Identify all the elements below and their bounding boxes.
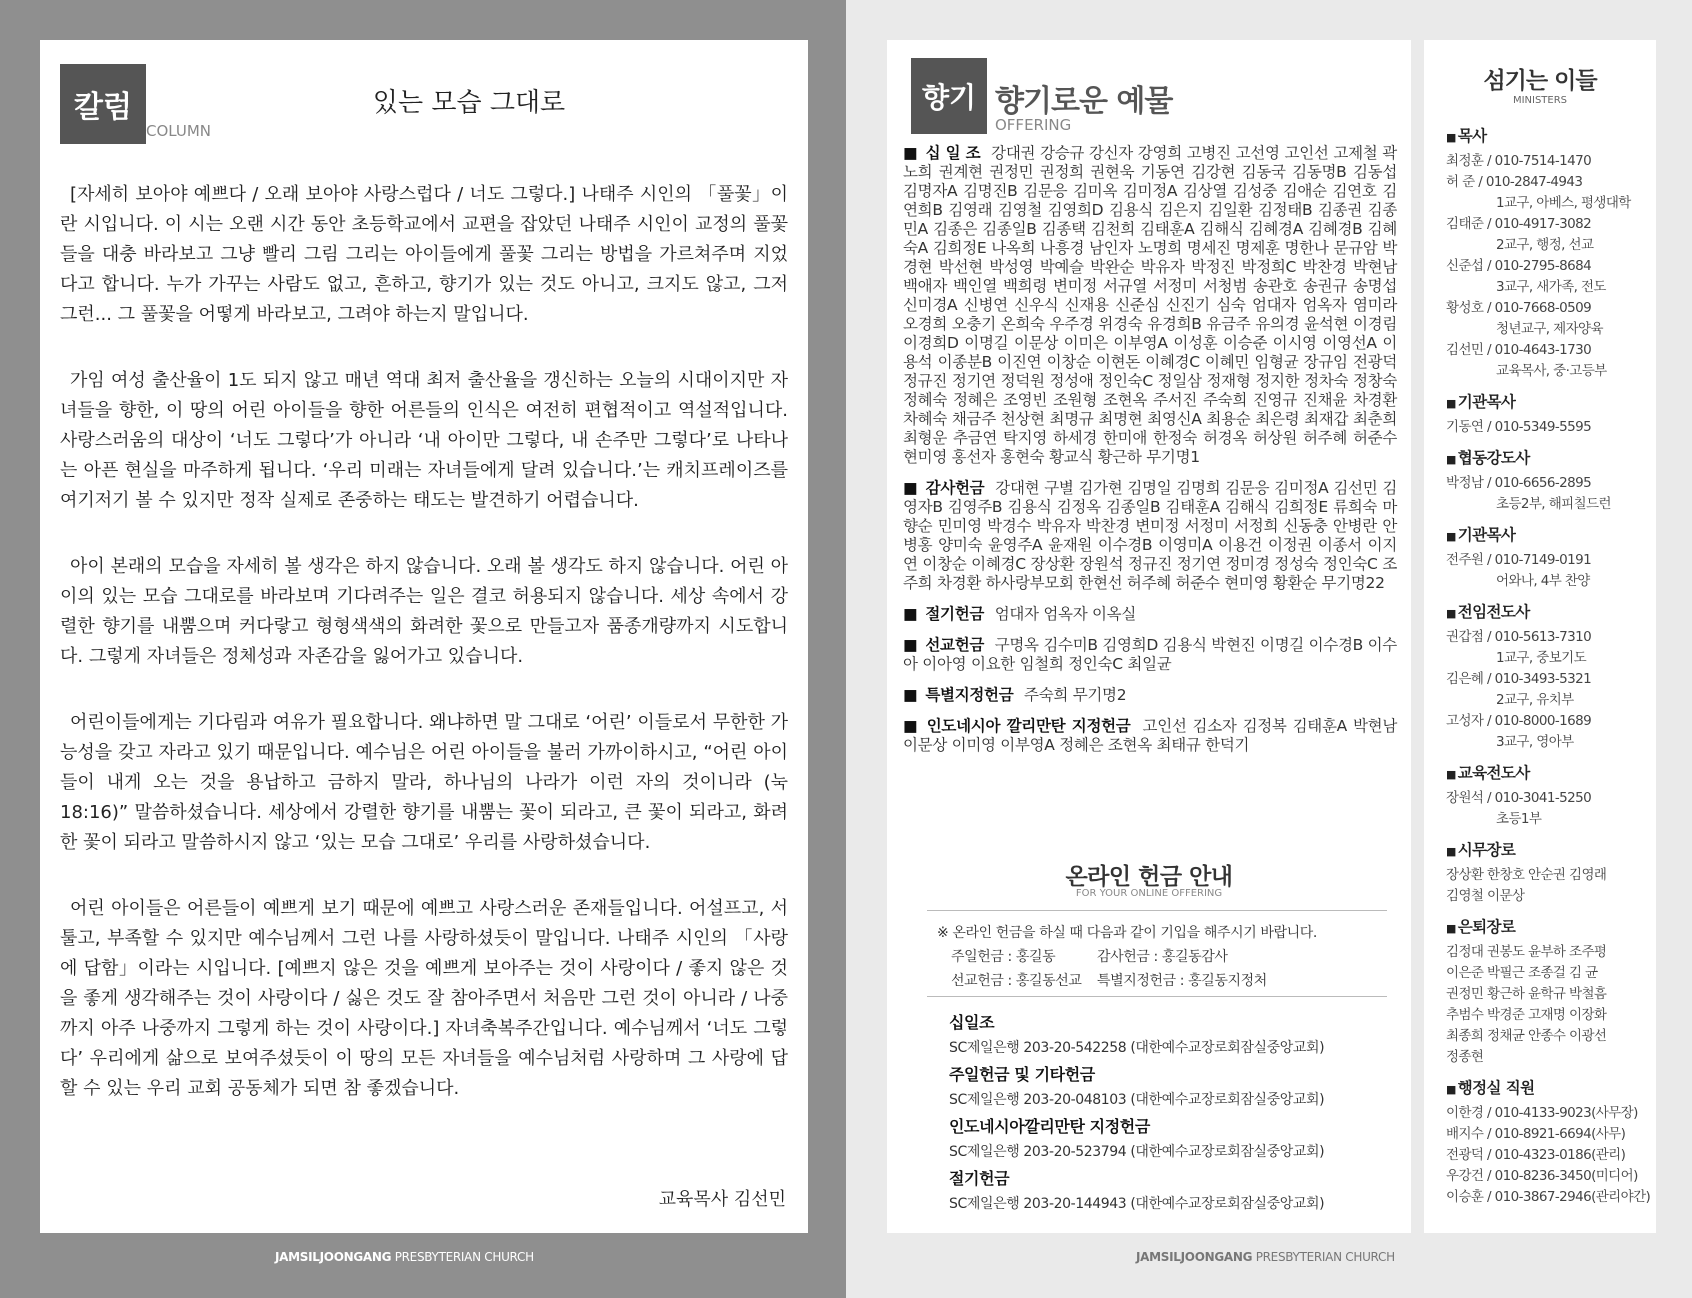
minister-contact: 우강건 / 010-8236-3450(미디어): [1446, 1168, 1638, 1184]
offering-item-label: 십 일 조: [925, 144, 981, 162]
minister-contact: 고성자 / 010-8000-1689: [1446, 713, 1592, 729]
account-number[interactable]: 203-20-144943: [1023, 1196, 1127, 1212]
minister-group-label: 전임전도사: [1457, 603, 1530, 621]
square-bullet-icon: ■: [903, 636, 918, 654]
minister-contact: 김은혜 / 010-3493-5321: [1446, 671, 1592, 687]
offering-item-label: 절기헌금: [925, 605, 985, 623]
minister-group-label: 시무장로: [1457, 841, 1516, 859]
online-example: 특별지정헌금 : 홍길동지정처: [1097, 973, 1267, 989]
square-bullet-icon: ■: [1446, 131, 1456, 144]
column-paragraph: [자세히 보아야 예쁘다 / 오래 보아야 사랑스럽다 / 너도 그렇다.] 나태주 시인의 「풀꽃」이란 시입니다. 이 시는 오랜 시간 동안 초등학교에서 교편을 잡았던 나태주 시인이 교정의 풀꽃들을 대충 바라보고 그냥 빨리 그림 그리는 아이들에게 풀꽃 그리는 방법을 가르쳐주며 지었다고 합니다. 누가 가꾸는 사람도 없고, 흔하고, 향기가 있는 것도 아니고, 크지도 않고, 그저 그런... 그 풀꽃을 어떻게 바라보고, 그려야 하는지 말입니다.: [60, 184, 788, 325]
minister-role: 초등2부, 해피칠드런: [1496, 496, 1611, 512]
square-bullet-icon: ■: [1446, 845, 1456, 858]
footer-church-name: JAMSILJOONGANG: [1136, 1250, 1253, 1264]
offering-item-indonesia: [903, 717, 1397, 755]
offering-item-label: 특별지정헌금: [925, 686, 1014, 704]
offering-item-mission: [903, 636, 1397, 674]
offering-item-label: 감사헌금: [925, 479, 985, 497]
minister-group-head: [1446, 917, 1651, 939]
minister-contact: 장상환 한창호 안순권 김영래: [1446, 867, 1607, 883]
minister-role: 1교구, 중보기도: [1496, 650, 1587, 666]
account-holder: (대한예수교장로회잠실중앙교회): [1130, 1092, 1325, 1108]
bank-name: SC제일은행: [949, 1092, 1020, 1108]
offering-item-head: [903, 479, 984, 497]
minister-group-label: 은퇴장로: [1457, 918, 1516, 936]
offering-item-names: 엄대자 엄옥자 이옥실: [994, 605, 1137, 623]
offering-item-special: [903, 686, 1397, 705]
footer-right: [1136, 1250, 1395, 1264]
minister-contact: 추범수 박경준 고재명 이장화: [1446, 1007, 1607, 1023]
square-bullet-icon: ■: [1446, 397, 1456, 410]
minister-group-label: 기관목사: [1457, 393, 1516, 411]
square-bullet-icon: ■: [1446, 453, 1456, 466]
minister-contact: 전주원 / 010-7149-0191: [1446, 552, 1592, 568]
offering-item-tithe: [903, 144, 1397, 467]
minister-contact: 이승훈 / 010-3867-2946(관리야간): [1446, 1189, 1651, 1205]
minister-group-head: [1446, 840, 1651, 862]
footer-left: [275, 1250, 534, 1264]
square-bullet-icon: ■: [1446, 530, 1456, 543]
offering-item-head: [903, 605, 984, 623]
ministers-list: [1446, 116, 1651, 1208]
bank-name: SC제일은행: [949, 1040, 1020, 1056]
minister-contact: 배지수 / 010-8921-6694(사무): [1446, 1126, 1626, 1142]
minister-role: 교육목사, 중·고등부: [1496, 363, 1607, 379]
minister-group-label: 행정실 직원: [1457, 1079, 1535, 1097]
offering-item-head: [903, 636, 984, 654]
minister-group: [1446, 1078, 1651, 1208]
minister-group-label: 목사: [1457, 127, 1487, 145]
square-bullet-icon: ■: [903, 144, 918, 162]
bank-name: SC제일은행: [949, 1144, 1020, 1160]
column-body: [60, 180, 788, 1140]
minister-group-head: [1446, 126, 1651, 148]
column-paragraph: 아이 본래의 모습을 자세히 볼 생각은 하지 않습니다. 오래 볼 생각도 하지 않습니다. 어린 아이의 있는 모습 그대로를 바라보며 기다려주는 일은 결코 허용되지 않습니다. 세상 속에서 강렬한 향기를 내뿜으며 커다랗고 형형색색의 화려한 꽃으로 만들고자 품종개량까지 시도합니다. 그렇게 자녀들은 정체성과 자존감을 잃어가고 있습니다.: [60, 556, 788, 667]
minister-group: [1446, 448, 1651, 515]
minister-role: 3교구, 새가족, 전도: [1496, 279, 1606, 295]
square-bullet-icon: ■: [1446, 768, 1456, 781]
footer-church-type: PRESBYTERIAN CHURCH: [394, 1250, 534, 1264]
minister-contact: 전광덕 / 010-4323-0186(관리): [1446, 1147, 1626, 1163]
minister-group-label: 협동강도사: [1457, 449, 1530, 467]
offering-item-names: 고인선 김소자 김정복 김태훈A 박현남 이문상 이미영 이부영A 정혜은 조현옥 최태규 한덕기: [903, 717, 1397, 754]
minister-group: [1446, 126, 1651, 382]
online-example: 선교헌금 : 홍길동선교: [951, 973, 1082, 989]
square-bullet-icon: ■: [903, 479, 918, 497]
minister-role: 어와나, 4부 찬양: [1496, 573, 1590, 589]
minister-contact: 기동연 / 010-5349-5595: [1446, 419, 1592, 435]
offering-panel: [887, 40, 1411, 1233]
offering-tag: 향기: [911, 58, 987, 134]
offering-item-head: [903, 144, 980, 162]
minister-contact: 최종희 정채균 안종수 이광선: [1446, 1028, 1607, 1044]
minister-contact: 권정민 황근하 윤학규 박철흠: [1446, 986, 1607, 1002]
online-offering-sub: FOR YOUR ONLINE OFFERING: [1075, 888, 1223, 899]
minister-contact: 황성호 / 010-7668-0509: [1446, 300, 1592, 316]
offering-item-names: 구명옥 김수미B 김영희D 김용식 박현진 이명길 이수경B 이수아 이아영 이요한 임철희 정인숙C 최일균: [903, 636, 1397, 673]
minister-group-head: [1446, 525, 1651, 547]
offering-item-names: 강대권 강승규 강신자 강영희 고병진 고선영 고인선 고제철 곽노희 권계현 권정민 권정희 권현욱 기동연 김강현 김동국 김동명B 김동섭 김명자A 김명진B 김문응 김미옥 김미정A 김상열 김성중 김애순 김연호 김연희B 김영래 김영철 김영희D 김용식 김은지 김일환 김정태B 김종권 김종민A 김종은 김종일B 김종택 김천희 김태훈A 김해식 김혜경A 김혜경B 김혜숙A 김희정E 나옥희 나흥경 남인자 노명희 명세진 명제훈 명한나 문규암 박경현 박선현 박성영 박예슬 박완순 박유자 박정진 박정희C 박찬경 박현남 백애자 백인열 백희령 변미정 서규열 서정미 서청범 송관호 송권규 송명섭 신미경A 신병연 신우식 신재용 신준심 신진기 심숙 엄대자 엄옥자 염미라 오경희 오충기 온희숙 우주경 위경숙 유경희B 유금주 유의경 윤석현 이경림 이경희D 이명길 이문상 이미은 이부영A 이성훈 이승준 이시영 이영선A 이용석 이종분B 이진연 이창순 이현돈 이혜경C 이혜민 임형균 장규임 전광덕 정규진 정기연 정덕원 정성애 정인숙C 정일삼 정재형 정지한 정차숙 정창숙 정혜숙 정혜은 조영빈 조원형 조현옥 주서진 주숙희 진영규 진채윤 차경환 차혜숙 채금주 천상현 최명규 최명현 최영신A 최용순 최은령 최재갑 최춘희 최형운 추금연 탁지영 하세경 한미애 한정숙 허경옥 허상원 허주혜 허준수 현미영 홍선자 홍현숙 황교식 황근하 무기명1: [903, 144, 1397, 466]
minister-group: [1446, 602, 1651, 753]
minister-contact: 신준섭 / 010-2795-8684: [1446, 258, 1592, 274]
online-offering-note: ※ 온라인 헌금을 하실 때 다음과 같이 기입을 해주시기 바랍니다.: [937, 925, 1317, 941]
bank-account-detail: [949, 1141, 1324, 1161]
bank-name: SC제일은행: [949, 1196, 1020, 1212]
divider: [927, 910, 1387, 911]
minister-group: [1446, 392, 1651, 438]
account-number[interactable]: 203-20-048103: [1023, 1092, 1127, 1108]
ministers-title: 섬기는 이들: [1483, 68, 1597, 94]
minister-contact: 김영철 이문상: [1446, 888, 1525, 904]
ministers-sub: MINISTERS: [1512, 95, 1568, 106]
ministers-panel: [1424, 40, 1656, 1233]
minister-role: 청년교구, 제자양육: [1496, 321, 1603, 337]
minister-contact: 허 준 / 010-2847-4943: [1446, 174, 1583, 190]
offering-item-names: 강대현 구별 김가현 김명일 김명희 김문응 김미정A 김선민 김영자B 김영주B 김용식 김정옥 김종일B 김태훈A 김해식 김희정E 류희숙 마향순 민미영 박경수 박유자 박찬경 변미정 서정미 서정희 신동충 안병란 안병홍 양미숙 윤영주A 윤재원 이수경B 이영미A 이용건 이정권 이종서 이지연 이창순 이혜경C 장상환 장원석 정규진 정기연 정미경 정성숙 정인숙C 조주희 차경환 하사랑부모회 한현선 허주혜 허준수 현미영 황환순 무기명22: [903, 479, 1397, 592]
account-number[interactable]: 203-20-523794: [1023, 1144, 1127, 1160]
account-holder: (대한예수교장로회잠실중앙교회): [1130, 1196, 1325, 1212]
minister-group: [1446, 525, 1651, 592]
minister-contact: 최정훈 / 010-7514-1470: [1446, 153, 1592, 169]
bank-account-name: 십일조: [949, 1013, 995, 1032]
minister-contact: 권갑점 / 010-5613-7310: [1446, 629, 1592, 645]
minister-group-head: [1446, 602, 1651, 624]
minister-group: [1446, 917, 1651, 1068]
bank-account: [949, 1114, 1324, 1161]
minister-group-label: 교육전도사: [1457, 764, 1530, 782]
minister-group: [1446, 840, 1651, 907]
account-holder: (대한예수교장로회잠실중앙교회): [1130, 1144, 1325, 1160]
divider: [927, 996, 1387, 997]
minister-group: [1446, 763, 1651, 830]
minister-contact: 박정남 / 010-6656-2895: [1446, 475, 1592, 491]
minister-contact: 김정대 권봉도 윤부하 조주평: [1446, 944, 1607, 960]
online-example: 주일헌금 : 홍길동: [951, 949, 1056, 965]
square-bullet-icon: ■: [1446, 607, 1456, 620]
offering-item-season: [903, 605, 1397, 624]
minister-contact: 정종현: [1446, 1049, 1484, 1065]
offering-tag-sub: OFFERING: [995, 116, 1072, 134]
online-offering-title: 온라인 헌금 안내: [1065, 864, 1233, 890]
bank-account: [949, 1166, 1324, 1213]
offering-item-head: [903, 686, 1013, 704]
minister-role: 1교구, 아베스, 평생대학: [1496, 195, 1631, 211]
minister-role: 초등1부: [1496, 811, 1542, 827]
minister-group-head: [1446, 763, 1651, 785]
bank-account: [949, 1062, 1324, 1109]
offering-item-label: 선교헌금: [925, 636, 985, 654]
minister-group-head: [1446, 448, 1651, 470]
bank-account-name: 절기헌금: [949, 1169, 1010, 1188]
account-number[interactable]: 203-20-542258: [1023, 1040, 1127, 1056]
bank-account-name: 주일헌금 및 기타헌금: [949, 1065, 1095, 1084]
online-example: 감사헌금 : 홍길동감사: [1097, 949, 1228, 965]
column-panel: [40, 40, 808, 1233]
offering-list: [903, 144, 1397, 767]
offering-item-thanks: [903, 479, 1397, 593]
minister-group-label: 기관목사: [1457, 526, 1516, 544]
footer-church-name: JAMSILJOONGANG: [275, 1250, 392, 1264]
square-bullet-icon: ■: [1446, 1083, 1456, 1096]
column-tag: 칼럼: [60, 64, 146, 144]
bank-account-detail: [949, 1193, 1324, 1213]
account-holder: (대한예수교장로회잠실중앙교회): [1130, 1040, 1325, 1056]
bank-account-detail: [949, 1037, 1324, 1057]
bank-account-detail: [949, 1089, 1324, 1109]
square-bullet-icon: ■: [1446, 922, 1456, 935]
minister-contact: 김태준 / 010-4917-3082: [1446, 216, 1592, 232]
offering-item-head: [903, 717, 1130, 735]
offering-title: 향기로운 예물: [995, 84, 1173, 119]
offering-item-label: 인도네시아 깔리만탄 지정헌금: [926, 717, 1131, 735]
square-bullet-icon: ■: [903, 686, 918, 704]
bank-account-name: 인도네시아깔리만탄 지정헌금: [949, 1117, 1150, 1136]
footer-church-type: PRESBYTERIAN CHURCH: [1255, 1250, 1395, 1264]
minister-role: 3교구, 영아부: [1496, 734, 1574, 750]
square-bullet-icon: ■: [903, 605, 918, 623]
minister-contact: 이한경 / 010-4133-9023(사무장): [1446, 1105, 1638, 1121]
offering-item-names: 주숙희 무기명2: [1024, 686, 1127, 704]
minister-role: 2교구, 행정, 선교: [1496, 237, 1594, 253]
minister-group-head: [1446, 392, 1651, 414]
bank-account: [949, 1010, 1324, 1057]
square-bullet-icon: ■: [903, 717, 919, 735]
minister-contact: 김선민 / 010-4643-1730: [1446, 342, 1592, 358]
minister-group-head: [1446, 1078, 1651, 1100]
minister-role: 2교구, 유치부: [1496, 692, 1574, 708]
column-title: 있는 모습 그대로: [372, 88, 566, 118]
minister-contact: 장원석 / 010-3041-5250: [1446, 790, 1592, 806]
column-tag-sub: COLUMN: [146, 122, 212, 140]
column-paragraph: 어린 아이들은 어른들이 예쁘게 보기 때문에 예쁘고 사랑스러운 존재들입니다. 어설프고, 서툴고, 부족할 수 있지만 예수님께서 그런 나를 사랑하셨듯이 말입니다. 나태주 시인의 「사랑에 답함」이라는 시입니다. [예쁘지 않은 것을 예쁘게 보아주는 것이 사랑이다 / 좋지 않은 것을 좋게 생각해주는 것이 사랑이다 / 싫은 것도 잘 참아주면서 처음만 그런 것이 아니라 / 나중까지 아주 나중까지 그렇게 하는 것이 사랑이다.] 자녀축복주간입니다. 예수님께서 ‘너도 그렇다’ 우리에게 삶으로 보여주셨듯이 이 땅의 모든 자녀들을 예수님처럼 사랑하며 그 사랑에 답할 수 있는 우리 교회 공동체가 되면 참 좋겠습니다.: [60, 898, 788, 1099]
minister-contact: 이은준 박필근 조종걸 김 균: [1446, 965, 1598, 981]
column-paragraph: 어린이들에게는 기다림과 여유가 필요합니다. 왜냐하면 말 그대로 ‘어린’ 이들로서 무한한 가능성을 갖고 자라고 있기 때문입니다. 예수님은 어린 아이들을 불러 가까이하시고, “어린 아이들이 내게 오는 것을 용납하고 금하지 말라, 하나님의 나라가 이런 자의 것이니라 (눅 18:16)” 말씀하셨습니다. 세상에서 강렬한 향기를 내뿜는 꽃이 되라고, 큰 꽃이 되라고, 화려한 꽃이 되라고 말씀하시지 않고 ‘있는 모습 그대로’ 우리를 사랑하셨습니다.: [60, 712, 788, 853]
column-author: 교육목사 김선민: [658, 1189, 786, 1210]
column-paragraph: 가임 여성 출산율이 1도 되지 않고 매년 역대 최저 출산율을 갱신하는 오늘의 시대이지만 자녀들을 향한, 이 땅의 어린 아이들을 향한 어른들의 인식은 여전히 편협적이고 역설적입니다. 사랑스러움의 대상이 ‘너도 그렇다’가 아니라 ‘내 아이만 그렇다, 내 손주만 그렇다’로 나타나는 아픈 현실을 마주하게 됩니다. ‘우리 미래는 자녀들에게 달려 있습니다.’는 캐치프레이즈를 여기저기 볼 수 있지만 정작 실제로 존중하는 태도는 발견하기 어렵습니다.: [60, 370, 788, 511]
